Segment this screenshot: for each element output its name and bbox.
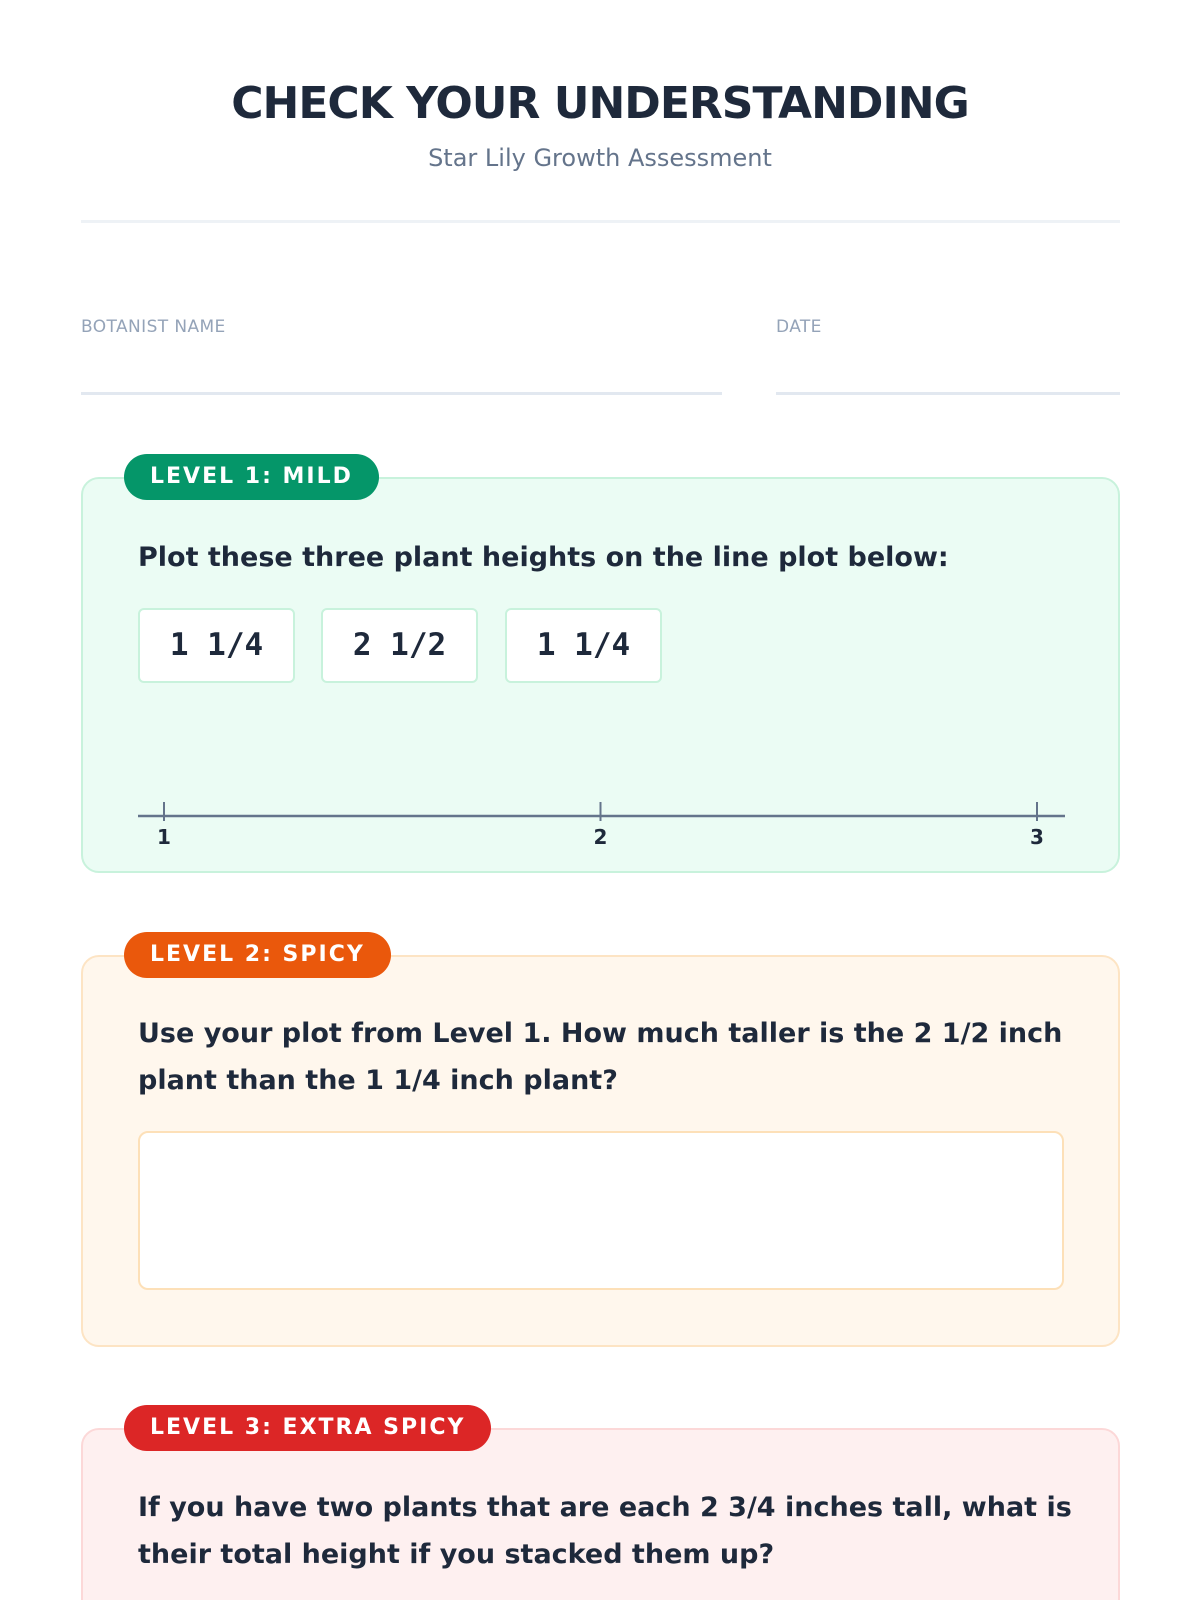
- level-2-badge: LEVEL 2: SPICY: [124, 932, 391, 978]
- line-plot-ticks: [157, 802, 1044, 849]
- level-1-question: Plot these three plant heights on the line plot below:: [138, 542, 949, 573]
- level-2-answer-box[interactable]: [138, 1131, 1064, 1290]
- date-label: DATE: [776, 317, 822, 337]
- header-divider: [81, 220, 1120, 223]
- level-1-badge: LEVEL 1: MILD: [124, 454, 379, 500]
- line-plot-tick-label: 3: [1030, 825, 1044, 849]
- level-2-question: Use your plot from Level 1. How much taller is the 2 1/2 inch plant than the 1 1/4 inch plant?: [138, 1018, 1063, 1096]
- height-value: 1 1/4: [505, 608, 662, 683]
- level-3-question: If you have two plants that are each 2 3/4 inches tall, what is their total height if you stacked them up?: [138, 1492, 1072, 1570]
- line-plot-tick-label: 1: [157, 825, 171, 849]
- page-title: CHECK YOUR UNDERSTANDING: [231, 78, 969, 129]
- line-plot[interactable]: [130, 790, 1070, 850]
- height-value: 1 1/4: [138, 608, 295, 683]
- line-plot-tick-label: 2: [593, 825, 608, 849]
- page-subtitle: Star Lily Growth Assessment: [428, 144, 772, 172]
- botanist-name-field[interactable]: [81, 392, 722, 395]
- botanist-name-label: BOTANIST NAME: [81, 317, 226, 337]
- date-field[interactable]: [776, 392, 1120, 395]
- height-value: 2 1/2: [321, 608, 478, 683]
- level-3-badge: LEVEL 3: EXTRA SPICY: [124, 1405, 491, 1451]
